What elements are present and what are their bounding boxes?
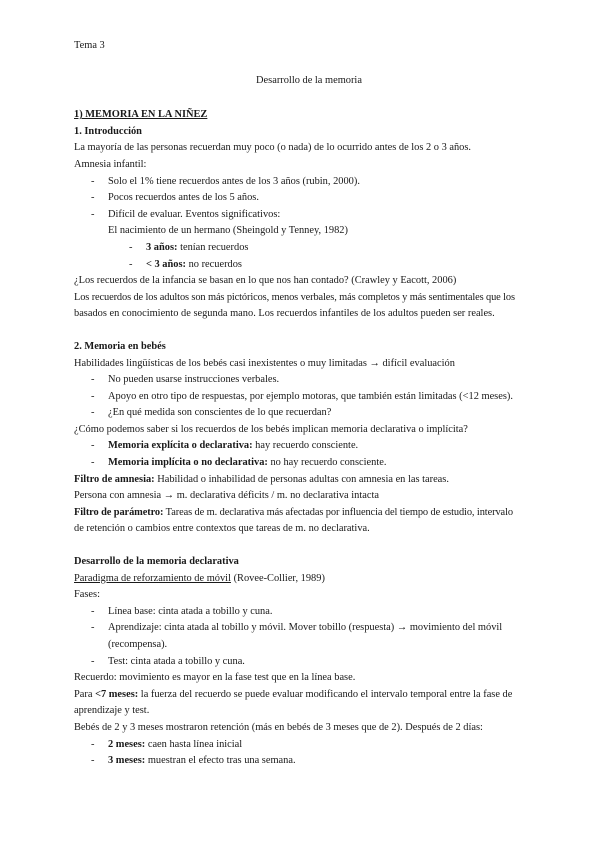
document-title: Desarrollo de la memoria <box>256 74 362 86</box>
babies-text: Bebés de 2 y 3 meses mostraron retención (más en bebés de 3 meses que de 2). Después de 2 días: <box>74 721 483 733</box>
intro-text: La mayoría de las personas recuerdan muy poco (o nada) de lo ocurrido antes de los 2 o 3 años. <box>74 142 472 154</box>
sub-list-item: - < 3 años: no recuerdos <box>129 258 242 270</box>
list-item: - Pocos recuerdos antes de los 5 años. <box>91 192 259 204</box>
document-page <box>74 38 544 770</box>
list-item: - Memoria explícita o declarativa: hay recuerdo consciente. <box>91 440 359 452</box>
para-text-cont: aprendizaje y test. <box>74 705 150 717</box>
skills-text: Habilidades lingüísticas de los bebés casi inexistentes o muy limitadas → difícil evaluación <box>74 357 455 369</box>
intro-heading: 1. Introducción <box>74 125 142 137</box>
amnesia-person: Persona con amnesia → m. declarativa déficits / m. no declarativa intacta <box>74 490 379 502</box>
list-item: - Memoria implícita o no declarativa: no hay recuerdo consciente. <box>91 457 387 469</box>
recall-text: Recuerdo: movimiento es mayor en la fase test que en la línea base. <box>74 672 356 684</box>
adults-text-2: basados en conocimiento de segunda mano. Los recuerdos infantiles de los adultos pueden ser reales. <box>74 308 495 320</box>
list-item: - Solo el 1% tiene recuerdos antes de los 3 años (rubin, 2000). <box>91 175 360 187</box>
list-item: - Test: cinta atada a tobillo y cuna. <box>91 655 245 667</box>
list-item: - Aprendizaje: cinta atada al tobillo y móvil. Mover tobillo (respuesta) → movimiento del móvil <box>91 622 503 634</box>
topic-label: Tema 3 <box>74 40 105 51</box>
para-text: Para <7 meses: la fuerza del recuerdo se puede evaluar modificando el intervalo temporal entre la fase de <box>74 688 513 700</box>
param-filter: Filtro de parámetro: Tareas de m. declarativa más afectadas por influencia del tiempo de estudio, intervalo <box>74 506 513 518</box>
question-text: ¿Cómo podemos saber si los recuerdos de los bebés implican memoria declarativa o implícita? <box>74 423 468 435</box>
list-item: - Apoyo en otro tipo de respuestas, por ejemplo motoras, que también están limitadas (<12 meses). <box>91 390 513 402</box>
paradigm-line: Paradigma de reforzamiento de móvil (Rovee-Collier, 1989) <box>74 572 325 584</box>
list-item: - Línea base: cinta atada a tobillo y cuna. <box>91 605 273 617</box>
list-item: - 3 meses: muestran el efecto tras una semana. <box>91 755 296 767</box>
sub-list-item: - 3 años: tenían recuerdos <box>129 241 249 253</box>
amnesia-label: Amnesia infantil: <box>74 158 147 170</box>
param-filter-cont: de retención o cambios entre contextos que tareas de m. no declarativa. <box>74 523 370 535</box>
phases-label: Fases: <box>74 589 100 601</box>
section2-heading: 2. Memoria en bebés <box>74 340 166 352</box>
section1-heading: 1) MEMORIA EN LA NIÑEZ <box>74 109 208 121</box>
list-item: - ¿En qué medida son conscientes de lo que recuerdan? <box>91 407 332 419</box>
amnesia-filter: Filtro de amnesia: Habilidad o inhabilidad de personas adultas con amnesia en las tareas. <box>74 473 449 485</box>
list-item: - No pueden usarse instrucciones verbales. <box>91 374 280 386</box>
list-item: - Difícil de evaluar. Eventos significativos: <box>91 208 281 220</box>
list-item: - 2 meses: caen hasta línea inicial <box>91 738 243 750</box>
question-text: ¿Los recuerdos de la infancia se basan en lo que nos han contado? (Crawley y Eacott, 2006) <box>74 275 457 287</box>
section3-heading: Desarrollo de la memoria declarativa <box>74 556 239 568</box>
adults-text-1: Los recuerdos de los adultos son más pictóricos, menos verbales, más completos y más sentimentales que los <box>74 291 515 303</box>
list-item-cont: (recompensa). <box>108 639 168 650</box>
example-text: El nacimiento de un hermano (Sheingold y Tenney, 1982) <box>108 225 348 237</box>
